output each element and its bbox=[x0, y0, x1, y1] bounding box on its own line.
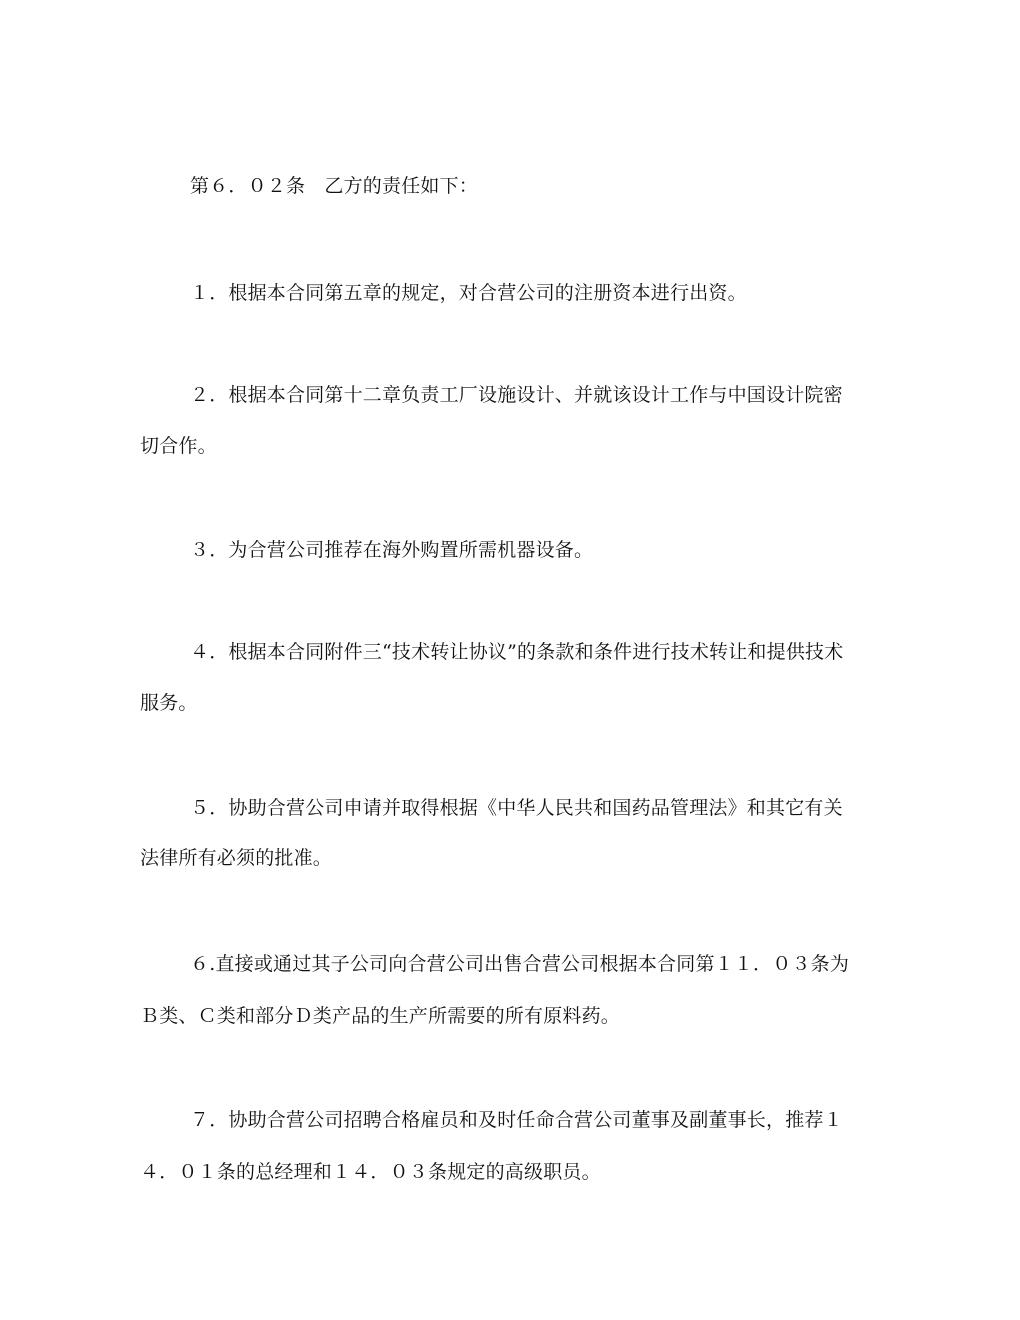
article-heading: 第６．０２条 乙方的责任如下： bbox=[190, 175, 479, 197]
item-5-line-1: ５．协助合营公司申请并取得根据《中华人民共和国药品管理法》和其它有关 bbox=[190, 797, 843, 819]
item-3-line-1: ３．为合营公司推荐在海外购置所需机器设备。 bbox=[190, 539, 594, 561]
item-4-line-1: ４．根据本合同附件三“技术转让协议”的条款和条件进行技术转让和提供技术 bbox=[190, 641, 844, 663]
item-5-line-2: 法律所有必须的批准。 bbox=[140, 847, 333, 869]
item-4-line-2: 服务。 bbox=[140, 692, 198, 714]
item-6-line-2: Ｂ类、Ｃ类和部分Ｄ类产品的生产所需要的所有原料药。 bbox=[140, 1005, 621, 1027]
item-6-line-1: ６.直接或通过其子公司向合营公司出售合营公司根据本合同第１１．０３条为 bbox=[190, 953, 850, 975]
item-2-line-2: 切合作。 bbox=[140, 435, 217, 457]
item-1-line-1: １．根据本合同第五章的规定，对合营公司的注册资本进行出资。 bbox=[190, 282, 747, 304]
item-7-line-1: ７．协助合营公司招聘合格雇员和及时任命合营公司董事及副董事长，推荐１ bbox=[190, 1109, 843, 1131]
item-7-line-2: ４．０１条的总经理和１４．０３条规定的高级职员。 bbox=[140, 1161, 601, 1183]
item-2-line-1: ２．根据本合同第十二章负责工厂设施设计、并就该设计工作与中国设计院密 bbox=[190, 384, 843, 406]
